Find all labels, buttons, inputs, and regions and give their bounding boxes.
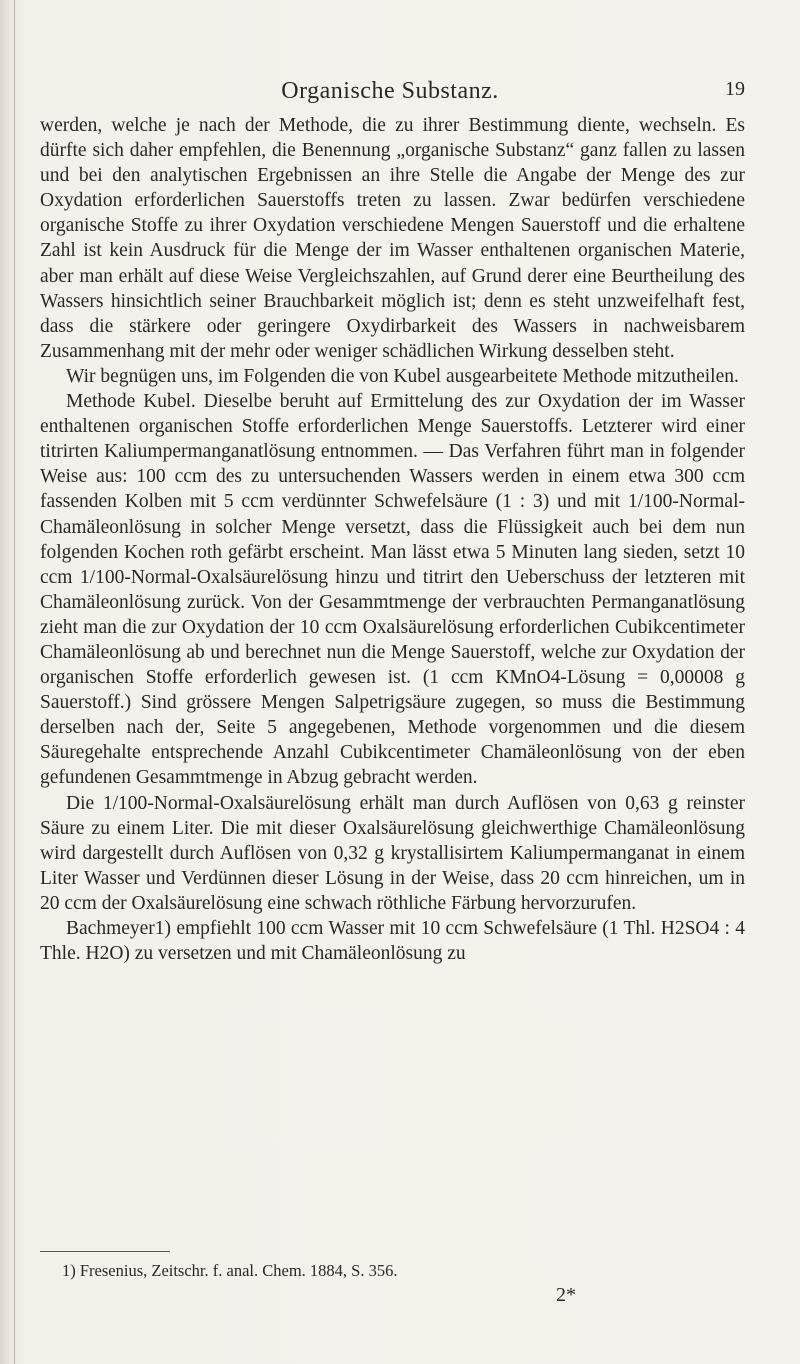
paragraph-3: Methode Kubel. Dieselbe beruht auf Ermittelung des zur Oxydation der im Wasser enthaltenen organischen Stoffe erforderlichen Menge Sauerstoffs. Letzterer wird einer titrirten Kaliumpermanganatlösung entnommen. — Das Verfahren führt man in folgender Weise aus: 100 ccm des zu untersuchenden Wassers werden in einem etwa 300 ccm fassenden Kolben mit 5 ccm verdünnter Schwefelsäure (1 : 3) und mit 1/100-Normal-Chamäleonlösung in solcher Menge versetzt, dass die Flüssigkeit auch bei dem nun folgenden Kochen roth gefärbt erscheint. Man lässt etwa 5 Minuten lang sieden, setzt 10 ccm 1/100-Normal-Oxalsäurelösung hinzu und titrirt den Ueberschuss der letzteren mit Chamäleonlösung zurück. Von der Gesammtmenge der verbrauchten Permanganatlösung zieht man die zur Oxydation der 10 ccm Oxalsäurelösung erforderlichen Cubikcentimeter Chamäleonlösung ab und berechnet nun die Menge Sauerstoff, welche zur Oxydation der organischen Stoffe erforderlich gewesen ist. (1 ccm KMnO4-Lösung = 0,00008 g Sauerstoff.) Sind grössere Mengen Salpetrigsäure zugegen, so muss die Bestimmung derselben nach der, Seite 5 angegebenen, Methode vorgenommen und die diesem Säuregehalte entsprechende Anzahl Cubikcentimeter Chamäleonlösung von der eben gefundenen Gesammtmenge in Abzug gebracht werden.	[40, 391, 745, 789]
footnote-rule	[40, 1251, 170, 1252]
paragraph-2: Wir begnügen uns, im Folgenden die von Kubel ausgearbeitete Methode mitzutheilen.	[66, 365, 739, 387]
paragraph-5: Bachmeyer1) empfiehlt 100 ccm Wasser mit 10 ccm Schwefelsäure (1 Thl. H2SO4 : 4 Thle. H2O) zu versetzen und mit Chamäleonlösung zu	[40, 918, 745, 965]
signature-mark: 2*	[556, 1284, 576, 1306]
binding-gutter	[14, 0, 15, 1364]
page-header	[40, 78, 745, 108]
footnote: 1) Fresenius, Zeitschr. f. anal. Chem. 1884, S. 356.	[62, 1261, 398, 1280]
paragraph-1: werden, welche je nach der Methode, die zu ihrer Bestimmung diente, wechseln. Es dürfte sich daher empfehlen, die Benennung „organische Substanz“ ganz fallen zu lassen und bei den analytischen Ergebnissen an ihre Stelle die Angabe der Menge des zur Oxydation erforderlichen Sauerstoffs treten zu lassen. Zwar bedürfen verschiedene organische Stoffe zu ihrer Oxydation verschiedene Mengen Sauerstoff und die erhaltene Zahl ist kein Ausdruck für die Menge der im Wasser enthaltenen organischen Materie, aber man erhält auf diese Weise Vergleichszahlen, auf Grund derer eine Beurtheilung des Wassers hinsichtlich seiner Brauchbarkeit möglich ist; denn es steht unzweifelhaft fest, dass die stärkere oder geringere Oxydirbarkeit des Wassers in nachweisbarem Zusammenhang mit der mehr oder weniger schädlichen Wirkung desselben steht.	[40, 115, 745, 362]
running-title: Organische Substanz.	[281, 78, 499, 104]
paragraph-4: Die 1/100-Normal-Oxalsäurelösung erhält man durch Auflösen von 0,63 g reinster Säure zu einem Liter. Die mit dieser Oxalsäurelösung gleichwerthige Chamäleonlösung wird dargestellt durch Auflösen von 0,32 g krystallisirtem Kaliumpermanganat in einem Liter Wasser und Verdünnen dieser Lösung in der Weise, dass 20 ccm hinreichen, um in 20 ccm der Oxalsäurelösung eine schwach röthliche Färbung hervorzurufen.	[40, 792, 745, 914]
body-text	[40, 113, 745, 966]
page-number: 19	[725, 78, 745, 100]
